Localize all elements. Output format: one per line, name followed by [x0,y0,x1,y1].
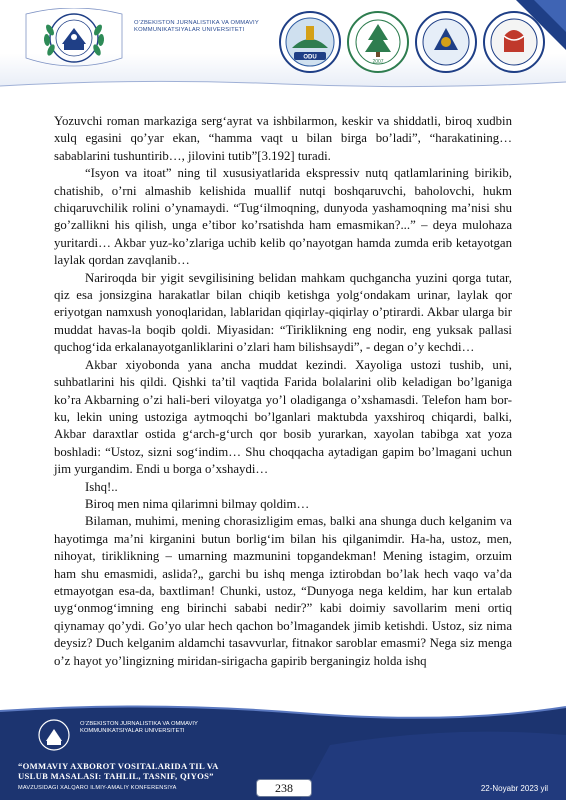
karakalpak-university-seal [414,10,478,74]
paragraph: “Isyon va itoat” ning til xususiyatlarida ekspressiv nutq qatlamlarining birikib, chatishib, o’rni almashib kelishida muallif nutqi boshqaruvchi, baholovchi, hukm chiqaruvchilik rolini o’ynamaydi. “Tug‘ilmoqning, dunyoda yashamoqning ma’nisi shu go’zallikni his qilish, unga e’tibor ko’rsatishda ham emasmikan?...” – deya mulohaza yuritardi… Akbar yuz-ko’zlariga uchib kelib qo’nayotgan hamda zumda erib ketayotgan laylak qordan zavqlanib… [54,166,512,268]
artvin-coruh-university-seal [346,10,410,74]
paragraph: Biroq men nima qilarimni bilmay qoldim… [85,496,310,511]
partner-university-seal [482,10,546,74]
paragraph: Akbar xiyobonda yana ancha muddat kezindi. Xayoliga ustozi tushib, uni, suhbatlarini his qildi. Qishki ta’til vaqtida Farida bolalarini olib keladigan bo’lganiga ko’ra Akbarning o’zi hali-beri viloyatga yo’l oladiganga o’xshamasdi. Telefon ham bor-ku, lekin uning ustoziga aytmoqchi bo’lganlari maktubda yaxshiroq chiqardi, balki, Akbar daraxtlar ostida g‘arch-g‘urch qor bosib yurarkan, xayolan tabibga xat yoza boshladi: “Ustoz, sizni sog‘indim… Shu choqqacha aytadigan gapim bo’lmagani uchun jim yurgandim. Endi u borga o’xshaydi… [54,357,512,477]
header-wave [0,78,566,95]
conference-date: 22-Noyabr 2023 yil [480,784,548,793]
article-body [54,113,512,670]
footer-university-name: O‘ZBEKISTON JURNALISTIKA VA OMMAVIY KOMMUNIKATSIYALAR UNIVERSITETI [80,721,198,735]
paragraph: Nariroqda bir yigit sevgilisining belidan mahkam quchgancha yuzini qorga tutar, qiz esa jonsizgina harakatlar bilan chiqib ketishga yolg‘ondakam urinar, laylak qor eriyotgan namxush yonoqlaridan, lablaridan qiqirlay-qiqirlay o’ptirardi. Akbar ularga bir muddat havas-la boqib qoldi. Miyasidan: “Tiriklikning eng nodir, eng yuksak pallasi quchog‘ida erkalanayotganliklarini o’zlari ham bilishsaydi”, - degan o’y kechdi… [54,270,512,355]
footer-university-logo [36,717,72,757]
university-name: O‘ZBEKISTON JURNALISTIKA VA OMMAVIY KOMMUNIKATSIYALAR UNIVERSITETI [134,20,259,34]
conference-title [18,761,248,781]
conference-title-line: USLUB MASALASI: TAHLIL, TASNIF, QIYOS” [18,771,214,781]
paragraph: Ishq!.. [85,479,118,494]
paragraph: Yozuvchi roman markaziga serg‘ayrat va ishbilarmon, keskir va shiddatli, biroq xudbin xulq egasini qo’yar ekan, “hamma vaqt u bilan birga bo’ladi”, “harakatining… sabablarini tushuntirib…, jilovini tutib”[3.192] turadi. [54,114,512,163]
seal-caption: ODU [303,54,317,61]
seal-year: 2007 [372,59,384,65]
page-number: 238 [256,779,312,797]
odu-university-seal [278,10,342,74]
university-logo [20,8,128,72]
page-footer [0,705,566,800]
paragraph: Bilaman, muhimi, mening chorasizligim emas, balki ana shunga duch kelganim va hayotimga ma’ni kirganini butun borlig‘im bilan his qilganimdir. Ha-ha, ustoz, men, nihoyat, tiriklikning – umarning mazmunini topgandekman! Mening istagim, orzuim ham shu emasmidi, aslida?„ garchi bu ishq menga iztirobdan bo’lak hech vaqo va’da etmayotgan esa-da, baxtliman! Chunki, ustoz, “Dunyoga nega keldim, har kun ertalab uyg‘onmog‘imning eng birinchi sababi nedir?” kabi doimiy savollarim meni ortiq qiynamay qo’ydi. Go’yo ular hech qachon bo’lmagandek jimib ketishdi. Ustoz, siz nima deysiz? Duch kelganim aldamchi tasavvurlar, fitnakor saroblar emasmi? Nega siz menga o’z hayot yo’lingizning miridan-sirigacha gapirib berganingiz holda ishq [54,514,512,668]
conference-title-line: “OMMAVIY AXBOROT VOSITALARIDA TIL VA [18,761,219,771]
conference-subtitle: MAVZUSIDAGI XALQARO ILMIY-AMALIY KONFERENSIYA [18,785,177,791]
page-header [0,0,566,95]
